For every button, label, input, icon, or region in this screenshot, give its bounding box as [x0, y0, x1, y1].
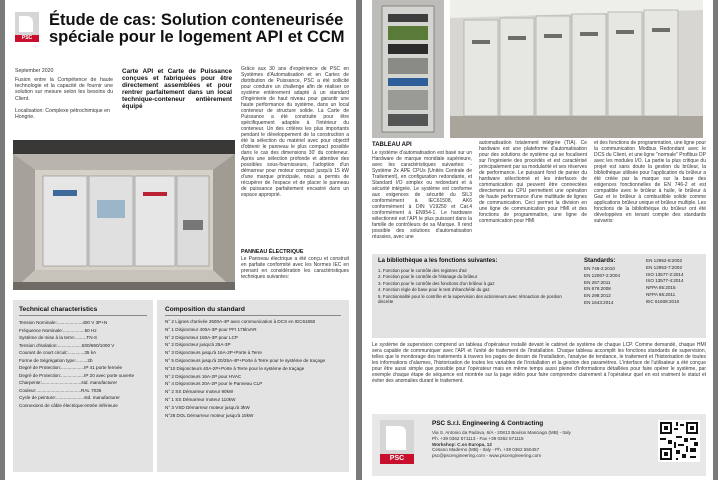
plc-cabinet-photo: [372, 0, 444, 138]
api-text-col1: Le système d'automatisation est basé sur un Hardware de marque mondiale supérieure, avec les caractéristiques suivantes: -Système 2x APE CPUs (Unités Centrale de Traitement), en configuration redondante, et Standard I/O simplex ou redondant et à sécurité intégrée. Le système est conforme aux exigences de sécurité du SIL3 conformément à IEC61508, AK6 conformément à DIN V19250 et Cat.4 conformément à EN954-1. Le hardware sélectionné est l'API le plus puissant dans la famille de contrôleurs de sa Marque. Il rend possible des solutions d'automatisation réussies, avec une: [372, 150, 472, 240]
tech-item: Degré de Protection:..................IP 41 porte fermée: [19, 365, 123, 370]
qr-code-icon: [658, 420, 700, 462]
standard-item: EN 1643:2014: [584, 299, 614, 305]
company-name: PSC S.r.l. Engineering & Contracting: [432, 420, 544, 427]
library-item: 2. Fonction pour le contrôle de l'étanage du brûleur: [378, 274, 478, 280]
std-heading: Composition du standard: [165, 306, 341, 316]
intro-text: Fusion entre la Compétence de haute technologie et la capacité de fournir une solution sur mesure selon les besoins du Client.: [15, 77, 113, 102]
tech-item: Couleur:...................................RAL 7035: [19, 387, 102, 393]
contact-block: [432, 420, 632, 459]
switchboard-photo: [450, 0, 703, 138]
api-heading: TABLEAU API: [372, 142, 412, 148]
standard-item: NFPA 85:2015: [646, 285, 676, 291]
address: Via S. Antonio da Padova, 6/A - 20813 Bovisio Masciago (MB) - Italy: [432, 430, 571, 435]
api-text-col2: automatisation totalement intégrée (TIA). Ce hardware est une plateforme d'automatisation pour des solutions de système qui se focalisent sur l'ingénierie des procédés et est caractérisé principalement par sa modularité et ses réserves de performance. Le puissant fond de panier du hardware sélectionné et les interfaces de communication qui peuvent être connectées directement au CPU permettent une opération de haute performance d'une multitude de lignes de communication. Ceci permet la division en une ligne de communication pour HMI et des fonctions de programmation, une ligne de communication pour HMI: [479, 140, 587, 224]
location-text: Localisation: Complexe pétrochimique en Hongrie.: [15, 108, 110, 121]
standards-col-1: [584, 258, 644, 307]
std-item: N° 2 Lignes d'arrivée 2500A-4P avec communication à DCS en IEC61850: [165, 319, 316, 324]
footer: [372, 414, 706, 476]
page-title: Étude de cas: Solution conteneurisée spéciale pour le logement API et CCM: [49, 11, 345, 46]
tech-item: Forme de Ségrégation type:.........2b: [19, 357, 93, 363]
standard-item: EN 12067-2:2004: [584, 272, 621, 278]
std-item: N°28 DOL Démarreur moteur jusqu'à 15kW: [165, 412, 254, 418]
standard-item: EN 12952-8:2002: [646, 258, 683, 263]
library-item: 5. Fonctionnalité pour le contrôle et la supervision des actionneurs avec rétroaction de position discrète: [378, 293, 562, 305]
std-item: N° 3 VSD Démarreur moteur jusqu'à 3kW: [165, 404, 250, 410]
std-item: N° 2 Disjoncteurs 16A-2P pour HVAC: [165, 373, 242, 379]
std-item: N° 3 Disjoncteurs jusqu'à 16A-2P+Porte à Terre: [165, 350, 262, 356]
standard-composition-box: [157, 300, 349, 472]
tech-item: Fréquence Nominale:.................50 Hz: [19, 327, 97, 333]
tech-item: Tension Nominale:....................400 V 3P+N: [19, 320, 108, 325]
library-heading: La bibliothèque a les fonctions suivantes:: [378, 258, 498, 264]
date: September 2020: [15, 68, 54, 74]
std-item: N° 2 Disjoncteur 160A-3P pour LCP: [165, 334, 238, 340]
tech-item: Connexions de câble électrique:entrée inférieure: [19, 402, 118, 408]
tech-characteristics-box: [13, 300, 153, 472]
tech-item: Degré de Protection:..................IP 20 avec porte ouverte: [19, 372, 135, 378]
body-text: Grâce aux 30 ans d'expérience de PSC en Systèmes d'Automatisation et en Cartes de distribution de Puissance, PSC a été sollicité pour conduire un challenge afin de réaliser ce système entièrement adapté à un standard d'ingénierie de haut niveau pour garantir une haute performance du système, dans un local conteneur de structure solide. La Carte de Puissance a été construite pour être spécifiquement adaptée à l'intérieur du conteneur. Un des critères les plus importants pendant le développement de la construction a été la sélection du matériel avec pour objectif d'obtenir le panneau le plus compact possible dans le cas des dimensions 30' du conteneur. Après une sélection profonde et attentive des possibles sous-fournisseurs, l'adoption d'un démarreur pour moteur compact jusqu'à 15 kW d'une marque principale, nous a permis de récupérer de l'espace et de placer le panneau de puissance parfaitement encastré dans un espace approprié.: [241, 66, 349, 198]
email-web[interactable]: psc@pscengineering.com - www.pscengineering.com: [432, 453, 542, 459]
standards-col-2: [646, 258, 704, 306]
standards-heading: Standards:: [584, 258, 616, 264]
standard-item: ISO 13577-4:2014: [646, 278, 684, 284]
phone-fax: Ph. +39 0362 571113 - Fax +39 0362 571115: [432, 435, 524, 441]
library-item: 4. Fonction règle de base pour le test d'étanchéité du gaz: [378, 287, 490, 293]
standard-item: EN 267:2011: [584, 279, 611, 285]
std-item: N° 4 Disjoncteurs 20A-2P pour le Panneau CLP: [165, 381, 263, 387]
library-item: 1. Fonction pour le contrôle des registres d'air: [378, 268, 467, 273]
standard-item: NFPA 86:2011: [646, 291, 676, 297]
brochure-page-1: [5, 0, 356, 480]
std-item: N°10 Disjoncteurs 40A-2P+Porte à Terre pour le système de traçage: [165, 365, 305, 371]
workshop: Workshop: C.so Europa, 12: [432, 441, 492, 447]
container-photo: [13, 140, 235, 290]
standard-item: IEC 61508:2010: [646, 298, 680, 304]
library-standards-box: [372, 254, 706, 338]
standard-item: EN 12953-7:2002: [646, 264, 683, 270]
std-item: N° 5 Disjoncteurs jusqu'à 20/25A-4P+Porte à Terre pour le système de traçage: [165, 357, 326, 363]
std-item: N° 2 Disjoncteur jusqu'à 25A-3P: [165, 342, 231, 348]
tech-item: Système de mise à la terre:.........TN-S: [19, 335, 98, 340]
footer-psc-logo: PSC: [380, 420, 414, 464]
api-text-col3: et des fonctions de programmation, une ligne pour la communication Modbus Redondant avec le DCS du Client, et une ligne "normale" Profibus DP avec les modules I/O. La partie la plus critique du projet est sans doute la gestion du brûleur, la bibliothèque utilisée pour l'application du brûleur a été créée par la marque sur la base des exigences fonctionnelles de EN 746-2 et est compatible avec le brûleur à huile, le brûleur à Gaz et le brûleur à combustible solide comme applications brûleur unique et brûleur multiple. Les fonctions de la bibliothèque du brûleur ont été développées en tenant compte des standards suivants:: [594, 140, 706, 224]
standard-item: EN 746-2:2010: [584, 266, 615, 271]
panel-heading: PANNEAU ÉLECTRIQUE: [241, 249, 304, 255]
tech-item: Cycle de peinture:......................std. manufacturer: [19, 395, 120, 400]
tech-item: Courant de court circuit:.............35 kA: [19, 350, 97, 355]
library-panel: [378, 258, 578, 305]
tech-item: Tension d'isolation:...................500/690/1000 V: [19, 342, 115, 348]
std-item: N° 1 SS Démarreur moteur 110kW: [165, 396, 236, 402]
psc-logo: PSC: [15, 12, 39, 42]
standard-item: EN 298:2012: [584, 293, 611, 299]
standard-item: EN 676:2008: [584, 286, 611, 292]
workshop-city: Cesano Maderno (MB) - Italy - Ph. +39 0362 550457: [432, 447, 540, 453]
tech-item: Charpente:...............................std. manufacturer: [19, 380, 118, 385]
lead-text: Carte API et Carte de Puissance conçues et fabriquées pour être directement assemblées et pour rentrer parfaitement dans un local technique-conteneur entièrement équipé: [122, 68, 232, 110]
summary-text: Le système de supervision comprend un tableau d'opérateur installé devant le cabinet de système de chaque LCP. Comme demandé, chaque HMI sera capable de communiquer avec l'API et l'unité de traitement de l'installation. Chaque tableau accomplit les fonctions standards de supervision, telles que le monitorage des traitements à travers les pages de dessin de l'installation, l'analyse de tendance, le traitement et l'historisation de toutes les informations d'alarmes, l'historisation de toutes les variables de l'installation et la gestion des paramètres. L'interface de l'utilisateur a été conçue pour être aussi simple que possible pour l'opérateur mais en même temps aussi pleine d'informations détaillées pour faire opérer le système, par exemple chaque étape de séquence est montrée sur la page vidéo pour faire comprendre clairement à l'opérateur quel en est vraiment le statut et éviter des anomalies durant le traitement.: [372, 342, 706, 384]
panel-text: Le Panneau électrique a été conçu et construit en parfaite conformité avec les Normes IEC en prenant en considération les caractéristiques techniques suivantes:: [241, 256, 349, 280]
brochure-page-2: [362, 0, 713, 480]
std-item: N° 1 Disjoncteur 400A-3P pour PFI 175kVAR: [165, 326, 257, 332]
standard-item: ISO 13577-2:2014: [646, 271, 684, 277]
tech-heading: Technical characteristics: [19, 306, 147, 316]
std-item: N° 2 SS Démarreur moteur 90kW: [165, 389, 234, 395]
library-item: 3. Fonction pour le contrôle des fonctions d'un brûleur à gaz: [378, 280, 495, 286]
